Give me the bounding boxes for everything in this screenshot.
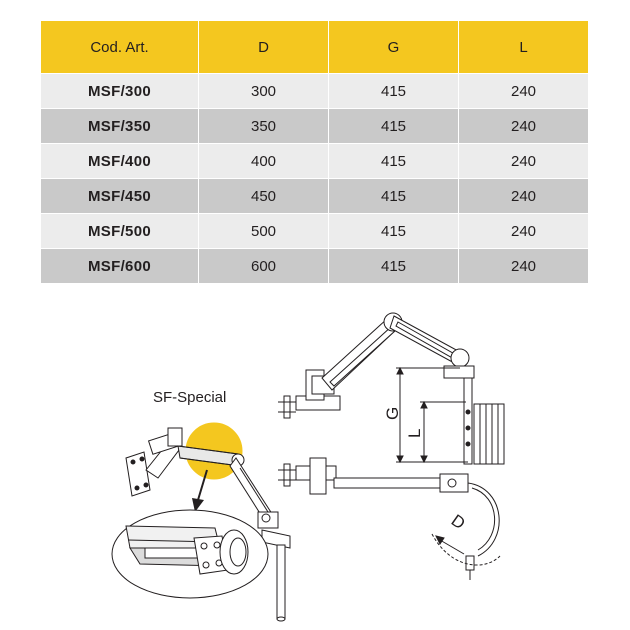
cell-d: 450 [199, 179, 329, 214]
table-row [41, 109, 589, 144]
header-d: D [199, 21, 329, 74]
cell-g: 415 [329, 249, 459, 284]
cell-code: MSF/400 [41, 144, 199, 179]
cell-g: 415 [329, 74, 459, 109]
dim-label-g: G [383, 406, 402, 420]
technical-drawing [0, 295, 630, 630]
detail-ellipse [112, 510, 268, 598]
cell-g: 415 [329, 144, 459, 179]
cell-g: 415 [329, 214, 459, 249]
dim-label-l: L [405, 428, 424, 438]
table-header-row [41, 21, 589, 74]
cell-g: 415 [329, 109, 459, 144]
cell-code: MSF/600 [41, 249, 199, 284]
dimension-lines [396, 368, 500, 565]
cell-g: 415 [329, 179, 459, 214]
cell-l: 240 [459, 74, 589, 109]
cell-d: 600 [199, 249, 329, 284]
table-row [41, 179, 589, 214]
cell-l: 240 [459, 109, 589, 144]
table-row [41, 74, 589, 109]
cell-d: 300 [199, 74, 329, 109]
cell-l: 240 [459, 179, 589, 214]
cell-code: MSF/450 [41, 179, 199, 214]
specs-table [40, 20, 589, 284]
sf-special-label: SF-Special [153, 389, 227, 406]
cell-l: 240 [459, 214, 589, 249]
cell-l: 240 [459, 144, 589, 179]
cell-code: MSF/500 [41, 214, 199, 249]
cell-code: MSF/300 [41, 74, 199, 109]
cell-d: 400 [199, 144, 329, 179]
header-cod-art: Cod. Art. [41, 21, 199, 74]
cell-d: 500 [199, 214, 329, 249]
header-g: G [329, 21, 459, 74]
table-row [41, 144, 589, 179]
table-row [41, 249, 589, 284]
header-l: L [459, 21, 589, 74]
cell-code: MSF/350 [41, 109, 199, 144]
table-row [41, 214, 589, 249]
cell-l: 240 [459, 249, 589, 284]
arm-assembly-drawing [278, 313, 504, 580]
detail-arrow [192, 470, 207, 512]
dim-label-d: D [447, 510, 469, 534]
cell-d: 350 [199, 109, 329, 144]
